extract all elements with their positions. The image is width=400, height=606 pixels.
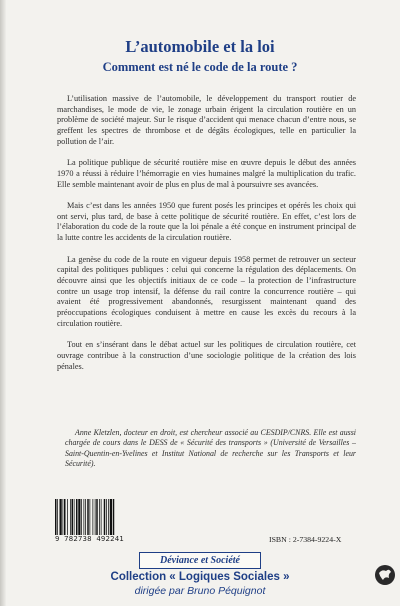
- author-note: Anne Kletzlen, docteur en droit, est chercheur associé au CESDIP/CNRS. Elle est aussi chargée de cours dans le DESS de « Sécurité des transports » (Université de Versailles – Saint-Quentin-en-Yvelines et Institut National de recherche sur les Transports et leur Sécurité).: [65, 428, 356, 468]
- book-title: L’automobile et la loi: [125, 37, 275, 56]
- collection-director: dirigée par Bruno Péquignot: [134, 585, 266, 597]
- series-label: Déviance et Société: [139, 552, 261, 569]
- paragraph: La politique publique de sécurité routière mise en œuvre depuis le début des années 1970 a réussi à réduire l’hémorragie en vies humaines malgré la multiplication du trafic. Elle semble maintenant avoir de plus en plus de mal à poursuivre ses avancées.: [57, 158, 356, 189]
- barcode: [55, 499, 140, 535]
- cover-edge-shadow: [0, 0, 6, 606]
- isbn: ISBN : 2-7384-9224-X: [269, 535, 342, 544]
- paragraph: La genèse du code de la route en vigueur depuis 1958 permet de retrouver un secteur capital des politiques publiques : celui qui concerne la régulation des déplacements. On découvre ainsi que les objectifs initiaux de ce code – la protection de l’infrastructure contre un usage trop intensif, la défense du rail contre la concurrence routière – qui avaient été progressivement abandonnés, resurgissent maintenant quand des préoccupations écologiques conduisent à mettre en cause les excès du recours à la circulation routière.: [57, 254, 356, 328]
- paragraph: L’utilisation massive de l’automobile, le développement du transport routier de marchandises, le mode de vie, le zonage urbain érigent la circulation routière en un problème de société majeur. Sur le risque d’accident qui menace chacun d’entre nous, se greffent les spectres de thrombose et de dégâts écologiques, telle en particulier la pollution de l’air.: [57, 94, 356, 146]
- barcode-number: 9 782738 492241: [55, 534, 124, 543]
- book-subtitle: Comment est né le code de la route ?: [102, 60, 298, 74]
- blurb-text: [57, 94, 356, 383]
- paragraph: Tout en s’insérant dans le débat actuel sur les politiques de circulation routière, cet ouvrage contribue à la construction d’une sociologie politique de la création des lois pénales.: [57, 340, 356, 371]
- paragraph: Mais c’est dans les années 1950 que furent posés les principes et opérés les choix qui ont servi, plus tard, de base à cette politique de sécurité routière. En effet, c’est lors de l’élaboration du code de la route que la loi pénale a été conçue en instrument principal de la lutte contre les accidents de la circulation routière.: [57, 201, 356, 243]
- publisher-logo-icon: [374, 564, 396, 586]
- collection-title: Collection « Logiques Sociales »: [110, 571, 290, 583]
